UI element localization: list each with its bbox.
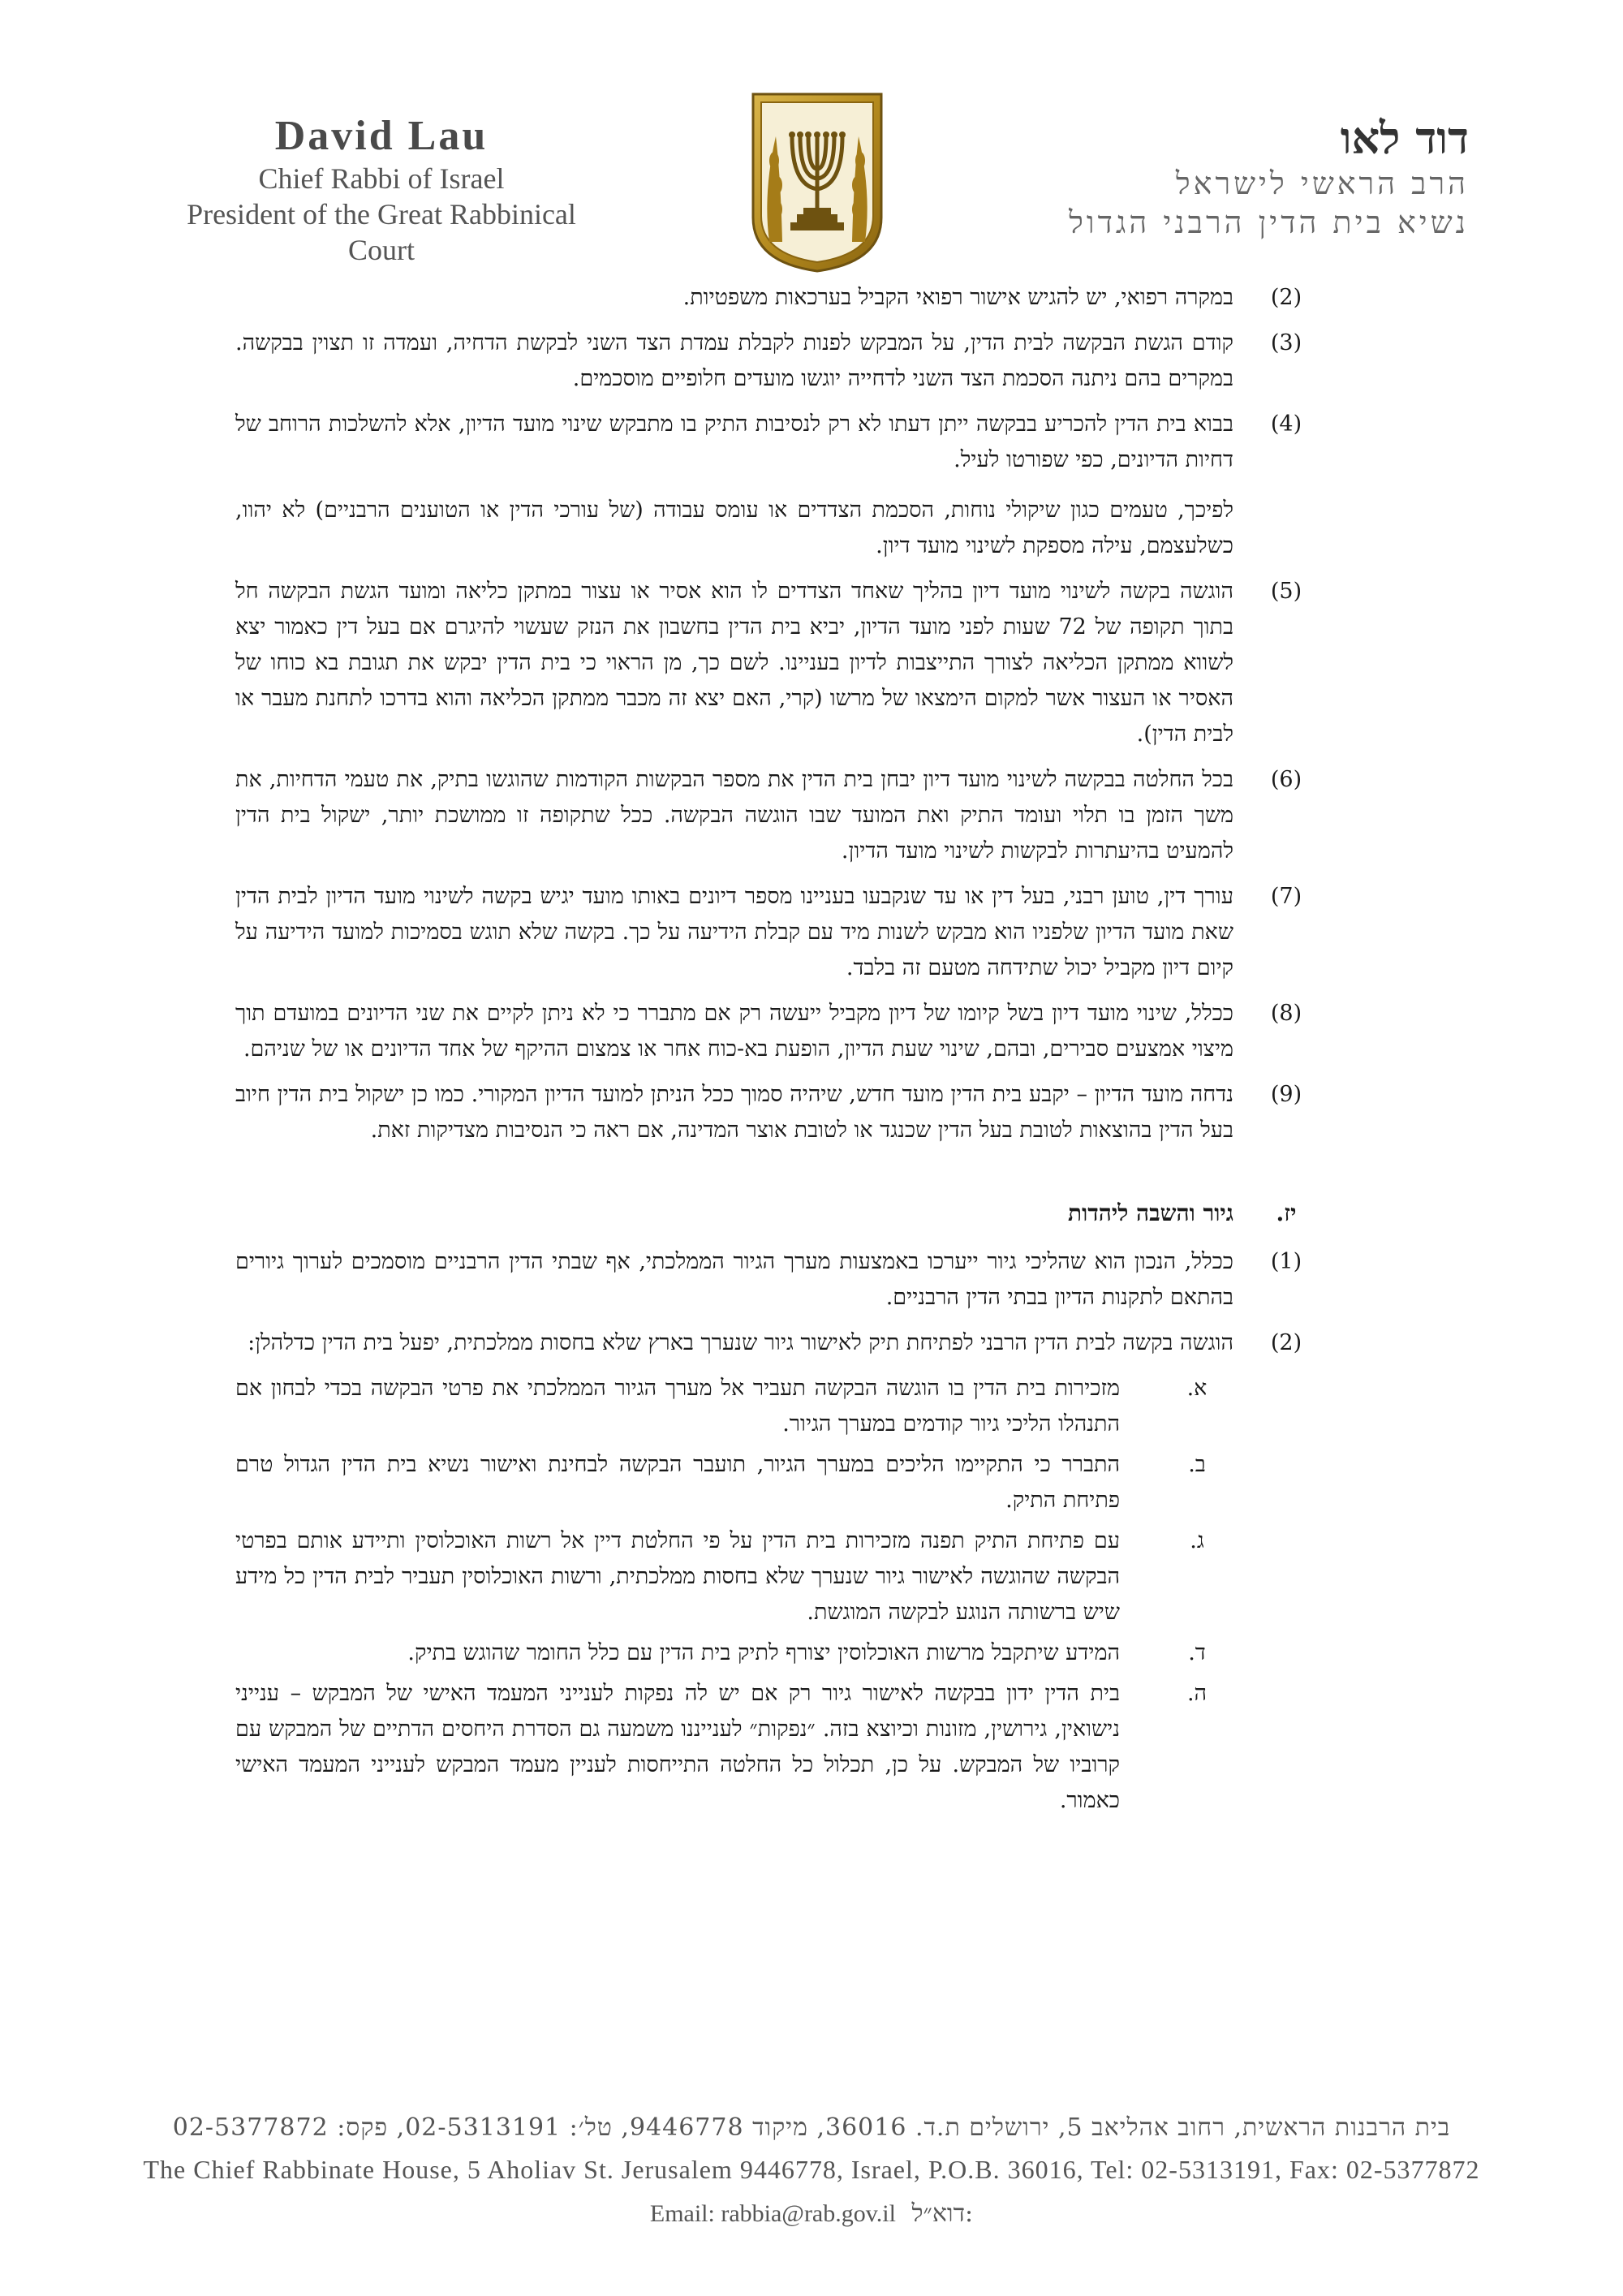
section-heading bbox=[235, 1195, 1323, 1231]
footer-hebrew-address: בית הרבנות הראשית, רחוב אהליאב 5, ירושלים ת.ד. 36016, מיקוד 9446778, טל׳: 02-5313191, פקס: 02-5377872 bbox=[172, 2113, 1451, 2142]
list-item bbox=[235, 574, 1323, 752]
footer-english-address: The Chief Rabbinate House, 5 Aholiav St. Jerusalem 9446778, Israel, P.O.B. 36016, Tel: 02-5313191, Fax: 02-5377872 bbox=[143, 2155, 1480, 2184]
sub-item bbox=[235, 1371, 1323, 1442]
sub-item-text: מזכירות בית הדין בו הוגשה הבקשה תעביר אל מערך הגיור הממלכתי את פרטי הבקשה בכדי לבחון אם התנהלו הליכי גיור קודמים במערך הגיור. bbox=[235, 1376, 1120, 1437]
email-hebrew-label: דוא״ל: bbox=[911, 2199, 974, 2228]
list-item bbox=[235, 280, 1323, 316]
sub-item-text: המידע שיתקבל מרשות האוכלוסין יצורף לתיק בית הדין עם כלל החומר שהוגש בתיק. bbox=[407, 1640, 1120, 1665]
sub-item-letter: ב. bbox=[1188, 1452, 1206, 1477]
en-title: Chief Rabbi of Israel bbox=[258, 162, 505, 195]
item-text: עורך דין, טוען רבני, בעל דין או עד שנקבעו בעניינו מספר דיונים באותו מועד יגיש בקשה לשינוי מועד הדיון לבית הדין שאת מועד הדיון שלפניו הוא מבקש לשנות מיד עם קבלת הידיעה על כך. בקשה שלא תוגש בסמיכות למועד הידיעה על קיום דיון מקביל יכול שתידחה מטעם זה בלבד. bbox=[235, 884, 1233, 980]
list-item bbox=[235, 325, 1323, 397]
item-number: (8) bbox=[1270, 1001, 1302, 1026]
list-item bbox=[235, 1325, 1323, 1361]
item-number: (2) bbox=[1270, 1330, 1302, 1355]
document-body bbox=[235, 280, 1323, 1824]
letterhead-hebrew bbox=[1014, 112, 1469, 242]
item-number: (9) bbox=[1270, 1082, 1302, 1107]
footer-email bbox=[97, 2196, 1526, 2232]
item-number: (7) bbox=[1270, 884, 1302, 909]
section-title: גיור והשבה ליהדות bbox=[1068, 1200, 1233, 1226]
letterhead-english bbox=[154, 112, 609, 268]
footer bbox=[97, 2110, 1526, 2232]
sub-item-text: עם פתיחת התיק תפנה מזכירות בית הדין על פי החלטת דיין אל רשות האוכלוסין ותיידע אותם בפרטי הבקשה שהוגשה לאישור גיור שנערך שלא בחסות ממלכתית, ורשות האוכלוסין תעביר לבית הדין כל מידע שיש ברשותה הנוגע לבקשה המוגשת. bbox=[235, 1528, 1120, 1625]
sub-item-letter: ג. bbox=[1190, 1528, 1204, 1553]
he-title: הרב הראשי לישראל bbox=[1175, 166, 1469, 201]
list-item bbox=[235, 1244, 1323, 1316]
he-subtitle: נשיא בית הדין הרבני הגדול bbox=[1069, 205, 1469, 240]
item-text: בכל החלטה בבקשה לשינוי מועד דיון יבחן בית הדין את מספר הבקשות הקודמות שהוגשו בתיק, את טעמי הדחיות, את משך הזמן בו תלוי ועומד התיק ואת המועד שבו הוגשה הבקשה. ככל שתקופה זו ממושכת יותר, ישקול בית הדין להמעיט בהיעתרות לבקשות לשינוי מועד הדיון. bbox=[235, 767, 1233, 864]
list-item bbox=[235, 407, 1323, 564]
menorah-emblem-icon bbox=[745, 88, 889, 274]
en-subtitle: President of the Great Rabbinical Court bbox=[187, 198, 576, 266]
sub-item-text: בית הדין ידון בבקשה לאישור גיור רק אם יש לה נפקות לענייני המעמד האישי של המבקש – ענייני נישואין, גירושין, מזונות וכיוצא בזה. ״נפקות״ לענייננו משמעה גם הסדרת היחסים הדתיים של המבקש עם קרוביו של המבקש. על כן, תכלול כל החלטה התייחסות לעניין מעמד המבקש לענייני המעמד האישי כאמור. bbox=[235, 1681, 1120, 1813]
list-item bbox=[235, 879, 1323, 986]
item-number: (3) bbox=[1270, 330, 1302, 355]
sub-item bbox=[235, 1523, 1323, 1630]
list-item bbox=[235, 1077, 1323, 1148]
item-text: ככלל, הנכון הוא שהליכי גיור ייערכו באמצעות מערך הגיור הממלכתי, אף שבתי הדין הרבניים מוסמכים לערוך גיורים בהתאם לתקנות הדיון בבתי הדין הרבניים. bbox=[235, 1249, 1233, 1310]
item-text: הוגשה בקשה לשינוי מועד דיון בהליך שאחד הצדדים לו הוא אסיר או עצור במתקן כליאה ומועד הגשת הבקשה חל בתוך תקופה של 72 שעות לפני מועד הדיון, יביא בית הדין בחשבון את הנזק שעשוי להיגרם אם בעל דין כאמור יצא לשווא ממתקן הכליאה לצורך התייצבות לדיון בעניינו. לשם כך, מן הראוי כי בית הדין יבקש את תגובת בא כוחו של האסיר או העצור אשר למקום הימצאו של מרשו (קרי, האם יצא זה מכבר ממתקן הכליאה והוא בדרכו לתחנת מעבר או לבית הדין). bbox=[235, 579, 1233, 747]
sub-item-text: התברר כי התקיימו הליכים במערך הגיור, תועבר הבקשה לבחינת ואישור נשיא בית הדין הגדול טרם פתיחת התיק. bbox=[235, 1452, 1120, 1513]
item-number: (1) bbox=[1270, 1249, 1302, 1274]
email-address[interactable]: Email: rabbia@rab.gov.il bbox=[649, 2200, 896, 2227]
sub-item-letter: א. bbox=[1186, 1376, 1208, 1401]
sub-item bbox=[235, 1447, 1323, 1518]
item-text: נדחה מועד הדיון – יקבע בית הדין מועד חדש, שיהיה סמוך ככל הניתן למועד הדיון המקורי. כמו כן ישקול בית הדין חיוב בעל הדין בהוצאות לטובת בעל הדין שכנגד או לטובת אוצר המדינה, אם ראה כי הנסיבות מצדיקות זאת. bbox=[235, 1082, 1233, 1143]
sub-item-letter: ד. bbox=[1188, 1640, 1206, 1665]
item-text: במקרה רפואי, יש להגיש אישור רפואי הקביל בערכאות משפטיות. bbox=[682, 285, 1233, 310]
item-number: (4) bbox=[1270, 411, 1302, 437]
en-name: David Lau bbox=[274, 113, 489, 159]
he-name: דוד לאו bbox=[1340, 112, 1469, 164]
list-item bbox=[235, 762, 1323, 869]
item-text: בבוא בית הדין להכריע בבקשה ייתן דעתו לא רק לנסיבות התיק בו מתבקש שינוי מועד הדיון, אלא להשלכות הרוחב של דחיות הדיונים, כפי שפורטו לעיל. bbox=[235, 411, 1233, 472]
item-number: (5) bbox=[1270, 579, 1302, 604]
sub-item bbox=[235, 1635, 1323, 1671]
item-number: (6) bbox=[1270, 767, 1302, 792]
list-item bbox=[235, 996, 1323, 1067]
sub-item-letter: ה. bbox=[1186, 1681, 1208, 1706]
item-text: קודם הגשת הבקשה לבית הדין, על המבקש לפנות לקבלת עמדת הצד השני לבקשת הדחיה, ועמדה זו תצוין בבקשה. במקרים בהם ניתנה הסכמת הצד השני לדחייה יוגשו מועדים חלופיים מוסכמים. bbox=[235, 330, 1233, 391]
item-text: לפיכך, טעמים כגון שיקולי נוחות, הסכמת הצדדים או עומס עבודה (של עורכי הדין או הטוענים הרבניים) לא יהוו, כשלעצמם, עילה מספקת לשינוי מועד דיון. bbox=[235, 498, 1233, 558]
section-number: יז. bbox=[1276, 1200, 1297, 1226]
item-text: ככלל, שינוי מועד דיון בשל קיומו של דיון מקביל ייעשה רק אם מתברר כי לא ניתן לקיים את שני הדיונים במועדם תוך מיצוי אמצעים סבירים, ובהם, שינוי שעת הדיון, הופעת בא-כוח אחר או צמצום ההיקף של אחד הדיונים או של שניהם. bbox=[235, 1001, 1233, 1062]
sub-item bbox=[235, 1676, 1323, 1819]
item-text: הוגשה בקשה לבית הדין הרבני לפתיחת תיק לאישור גיור שנערך בארץ שלא בחסות ממלכתית, יפעל בית הדין כדלהלן: bbox=[248, 1330, 1233, 1355]
item-number: (2) bbox=[1270, 285, 1302, 310]
letterhead bbox=[0, 0, 1623, 276]
